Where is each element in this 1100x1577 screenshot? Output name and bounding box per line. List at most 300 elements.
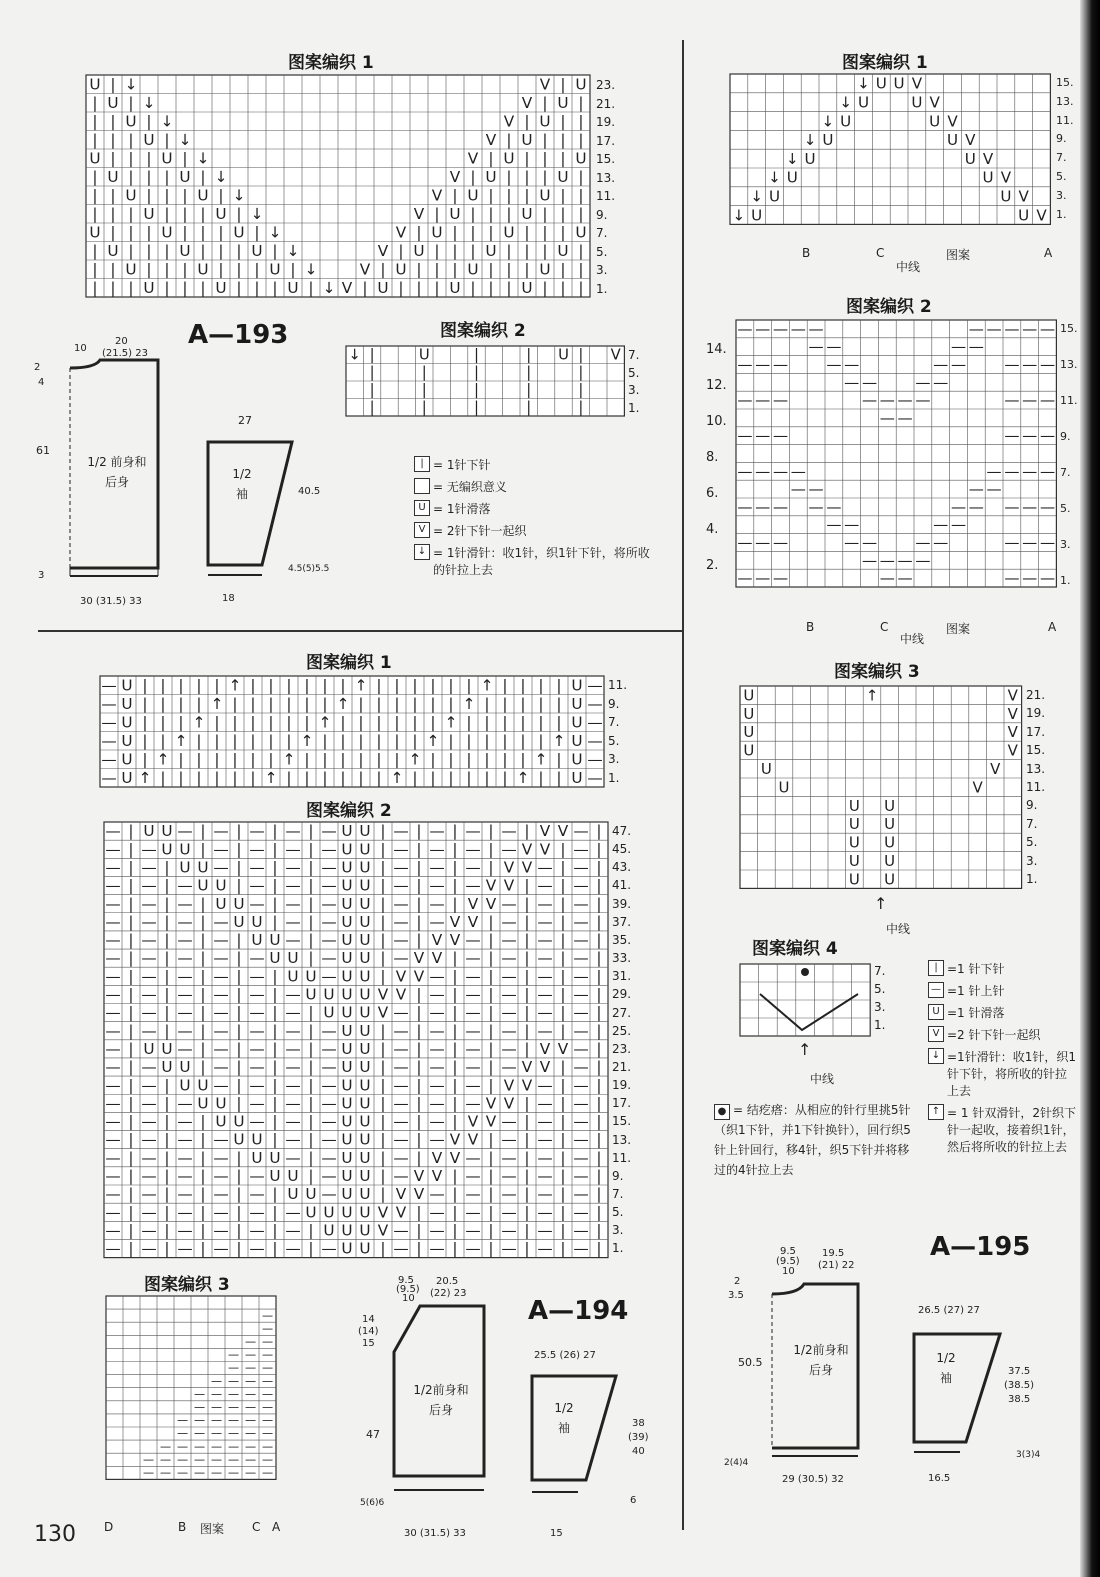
stitch-symbol: — — [826, 355, 842, 374]
stitch-symbol: V — [485, 876, 497, 895]
stitch-symbol: — — [177, 822, 193, 841]
stitch-symbol: — — [244, 1374, 257, 1388]
stitch-symbol: — — [249, 1239, 265, 1258]
stitch-symbol: U — [143, 822, 155, 841]
stitch-symbol: — — [249, 822, 265, 841]
stitch-symbol: | — [146, 241, 152, 260]
stitch-symbol: | — [416, 876, 422, 895]
stitch-symbol: U — [161, 840, 173, 859]
stitch-symbol: — — [141, 1076, 157, 1095]
stitch-symbol: U — [287, 1185, 299, 1204]
stitch-symbol: — — [285, 1112, 301, 1131]
stitch-symbol: | — [380, 912, 386, 931]
stitch-symbol: | — [416, 894, 422, 913]
stitch-symbol: — — [227, 1427, 240, 1441]
stitch-symbol: V — [413, 949, 425, 968]
stitch-symbol: | — [196, 676, 202, 695]
stitch-symbol: | — [578, 112, 584, 131]
stitch-symbol: V — [395, 985, 407, 1004]
stitch-symbol: — — [193, 1440, 206, 1454]
stitch-symbol: — — [861, 533, 878, 552]
stitch-symbol: — — [393, 822, 409, 841]
stitch-symbol: — — [465, 822, 481, 841]
stitch-symbol: — — [261, 1440, 274, 1454]
stitch-symbol: | — [308, 1021, 314, 1040]
stitch-symbol: | — [272, 1039, 278, 1058]
stitch-symbol: — — [933, 373, 949, 392]
stitch-symbol: U — [107, 241, 119, 260]
stitch-symbol: V — [485, 894, 497, 913]
stitch-symbol: — — [249, 967, 265, 986]
chart-marker: 图案 — [200, 1522, 225, 1536]
stitch-symbol: — — [393, 912, 409, 931]
stitch-symbol: | — [560, 1112, 566, 1131]
stitch-symbol: U — [743, 704, 755, 723]
stitch-symbol: | — [128, 93, 134, 112]
stitch-symbol: | — [182, 186, 188, 205]
stitch-symbol: | — [146, 223, 152, 242]
stitch-symbol: ↑ — [354, 676, 368, 695]
stitch-symbol: — — [465, 949, 481, 968]
stitch-symbol: | — [362, 278, 368, 297]
stitch-symbol: | — [164, 130, 170, 149]
stitch-symbol: U — [571, 694, 583, 713]
stitch-symbol: V — [449, 1148, 461, 1167]
stitch-symbol: | — [488, 260, 494, 279]
stitch-symbol: | — [196, 731, 202, 750]
stitch-symbol: — — [176, 1427, 189, 1441]
stitch-symbol: — — [772, 462, 789, 481]
stitch-symbol: — — [105, 1203, 121, 1222]
stitch-symbol: | — [452, 1239, 458, 1258]
stitch-symbol: — — [249, 1076, 265, 1095]
stitch-symbol: — — [429, 840, 445, 859]
stitch-symbol: — — [210, 1374, 223, 1388]
row-number: 5. — [628, 365, 640, 380]
stitch-symbol: | — [380, 260, 386, 279]
stitch-symbol: — — [393, 1094, 409, 1113]
stitch-symbol: V — [467, 1130, 479, 1149]
stitch-symbol: — — [249, 1094, 265, 1113]
stitch-symbol: — — [573, 876, 589, 895]
stitch-symbol: | — [160, 768, 166, 787]
stitch-symbol: — — [737, 391, 753, 410]
stitch-symbol: | — [308, 1039, 314, 1058]
stitch-symbol: ↑ — [192, 713, 206, 732]
legend-text: = 2针下针一起织 — [433, 524, 527, 538]
stitch-symbol: — — [141, 840, 157, 859]
stitch-symbol: — — [285, 858, 301, 877]
stitch-symbol: | — [394, 676, 400, 695]
stitch-symbol: | — [506, 260, 512, 279]
stitch-symbol: V — [449, 167, 461, 186]
stitch-symbol: | — [250, 694, 256, 713]
legend-text: =1针滑针：收1针，织1针下针，将所收的针拉上去 — [947, 1050, 1076, 1098]
legend-item — [928, 1048, 1078, 1099]
stitch-symbol: — — [537, 1167, 553, 1186]
bobble-icon: ● — [714, 1104, 730, 1120]
stitch-symbol: U — [359, 949, 371, 968]
a193-shoulder: 20 — [115, 336, 128, 347]
stitch-symbol: ↓ — [214, 167, 228, 186]
stitch-symbol: | — [578, 381, 584, 399]
stitch-symbol: — — [210, 1427, 223, 1441]
stitch-symbol: | — [470, 204, 476, 223]
stitch-symbol: | — [200, 1148, 206, 1167]
a194-sleeve-label-line2: 袖 — [557, 1421, 570, 1435]
stitch-symbol: — — [429, 985, 445, 1004]
row-number: 27. — [612, 1005, 632, 1020]
stitch-symbol: — — [321, 858, 337, 877]
stitch-symbol: — — [772, 426, 789, 445]
stitch-symbol: U — [197, 186, 209, 205]
stitch-symbol: | — [128, 949, 134, 968]
stitch-symbol: | — [560, 75, 566, 94]
stitch-symbol: ↓ — [232, 186, 246, 205]
stitch-symbol: V — [503, 1076, 515, 1095]
stitch-symbol: | — [236, 1203, 242, 1222]
stitch-symbol: | — [164, 278, 170, 297]
stitch-symbol: ↓ — [178, 130, 192, 149]
stitch-symbol: | — [146, 149, 152, 168]
stitch-symbol: | — [578, 241, 584, 260]
stitch-symbol: — — [105, 1221, 121, 1240]
stitch-symbol: V — [359, 260, 371, 279]
stitch-symbol: U — [341, 1148, 353, 1167]
stitch-symbol: U — [143, 204, 155, 223]
stitch-symbol: | — [92, 93, 98, 112]
row-number: 7. — [596, 226, 608, 240]
stitch-symbol: U — [341, 1021, 353, 1040]
stitch-symbol: U — [503, 223, 515, 242]
stitch-symbol: — — [213, 1167, 229, 1186]
stitch-symbol: | — [560, 223, 566, 242]
stitch-symbol: | — [178, 713, 184, 732]
stitch-symbol: — — [826, 497, 842, 516]
stitch-symbol: — — [101, 768, 117, 787]
stitch-symbol: | — [398, 241, 404, 260]
stitch-symbol: | — [236, 949, 242, 968]
stitch-symbol: U — [485, 241, 497, 260]
stitch-symbol: | — [484, 768, 490, 787]
stitch-symbol: | — [272, 278, 278, 297]
stitch-symbol: | — [452, 1021, 458, 1040]
stitch-symbol: — — [861, 373, 878, 392]
stitch-symbol: — — [141, 912, 157, 931]
stitch-symbol: — — [105, 967, 121, 986]
stitch-symbol: | — [128, 1003, 134, 1022]
stitch-symbol: | — [452, 1221, 458, 1240]
stitch-symbol: U — [341, 1130, 353, 1149]
stitch-symbol: U — [418, 346, 430, 364]
stitch-symbol: | — [272, 1058, 278, 1077]
stitch-symbol: — — [105, 912, 121, 931]
stitch-symbol: | — [142, 676, 148, 695]
stitch-symbol: | — [160, 694, 166, 713]
stitch-symbol: | — [236, 1167, 242, 1186]
a194-width: 30 (31.5) 33 — [404, 1528, 466, 1539]
stitch-symbol: V — [395, 1203, 407, 1222]
stitch-symbol: — — [465, 1239, 481, 1258]
stitch-symbol: ↑ — [138, 768, 152, 787]
stitch-symbol: | — [560, 894, 566, 913]
stitch-symbol: U — [848, 851, 860, 870]
stitch-symbol: | — [466, 676, 472, 695]
legend-symbol-icon: | — [414, 456, 430, 472]
stitch-symbol: | — [200, 1039, 206, 1058]
stitch-symbol: — — [213, 840, 229, 859]
stitch-symbol: | — [272, 1203, 278, 1222]
stitch-symbol: — — [261, 1427, 274, 1441]
stitch-symbol: | — [542, 223, 548, 242]
stitch-symbol: | — [524, 186, 530, 205]
stitch-symbol: — — [790, 480, 806, 499]
stitch-symbol: — — [141, 985, 157, 1004]
stitch-symbol: — — [573, 1130, 589, 1149]
stitch-symbol: — — [501, 1112, 517, 1131]
stitch-symbol: | — [524, 1203, 530, 1222]
stitch-symbol: V — [503, 876, 515, 895]
stitch-symbol: | — [200, 1203, 206, 1222]
stitch-symbol: V — [377, 241, 389, 260]
a193-body-label-line2: 后身 — [104, 475, 129, 489]
stitch-symbol: | — [322, 768, 328, 787]
stitch-symbol: — — [227, 1440, 240, 1454]
stitch-symbol: — — [321, 1021, 337, 1040]
stitch-symbol: | — [200, 912, 206, 931]
stitch-symbol: | — [272, 1076, 278, 1095]
row-number: 13. — [596, 170, 616, 185]
chart-marker: B — [178, 1520, 187, 1534]
stitch-symbol: | — [520, 676, 526, 695]
stitch-symbol: V — [1036, 206, 1047, 225]
stitch-symbol: — — [285, 985, 301, 1004]
stitch-symbol: — — [261, 1414, 274, 1428]
stitch-symbol: V — [449, 1130, 461, 1149]
stitch-symbol: | — [164, 931, 170, 950]
stitch-symbol: — — [105, 1003, 121, 1022]
stitch-symbol: | — [542, 278, 548, 297]
stitch-symbol: | — [214, 676, 220, 695]
row-number: 17. — [612, 1096, 632, 1111]
a194-neck-depth-2: (14) — [358, 1326, 379, 1337]
stitch-symbol: U — [233, 223, 245, 242]
stitch-symbol: — — [105, 840, 121, 859]
stitch-symbol: — — [285, 822, 301, 841]
stitch-symbol: V — [503, 858, 515, 877]
legend-symbol-icon: | — [928, 960, 944, 976]
stitch-symbol: | — [488, 149, 494, 168]
stitch-symbol: | — [560, 858, 566, 877]
row-number: 9. — [1056, 132, 1067, 146]
stitch-symbol: V — [431, 1148, 443, 1167]
stitch-symbol: — — [227, 1466, 240, 1480]
legend-text: = 无编织意义 — [433, 480, 507, 494]
stitch-symbol: | — [488, 1185, 494, 1204]
stitch-symbol: | — [304, 694, 310, 713]
stitch-symbol: ↓ — [839, 93, 853, 112]
stitch-symbol: | — [416, 1112, 422, 1131]
a195-sleeve-label-line2: 袖 — [939, 1371, 952, 1385]
stitch-symbol: | — [142, 731, 148, 750]
stitch-symbol: | — [578, 186, 584, 205]
stitch-symbol: — — [141, 1003, 157, 1022]
stitch-symbol: | — [416, 840, 422, 859]
legend-symbol-icon: U — [414, 500, 430, 516]
row-number: 17. — [1026, 724, 1046, 739]
row-number: 7. — [628, 348, 640, 362]
stitch-symbol: — — [213, 985, 229, 1004]
stitch-symbol: ↓ — [196, 149, 210, 168]
a195-chart3-title: 图案编织 3 — [834, 662, 920, 682]
stitch-symbol: | — [542, 204, 548, 223]
stitch-symbol: | — [200, 985, 206, 1004]
a194-sleeve-height-2: (39) — [628, 1432, 649, 1443]
stitch-symbol: | — [416, 1076, 422, 1095]
stitch-symbol: U — [215, 204, 227, 223]
row-number: 15. — [1026, 743, 1046, 758]
stitch-symbol: — — [159, 1440, 172, 1454]
stitch-symbol: — — [213, 1076, 229, 1095]
legend-item — [414, 478, 654, 495]
stitch-symbol: | — [416, 1094, 422, 1113]
stitch-symbol: U — [269, 949, 281, 968]
stitch-symbol: | — [578, 278, 584, 297]
stitch-symbol: | — [358, 731, 364, 750]
stitch-symbol: | — [340, 676, 346, 695]
stitch-symbol: | — [369, 399, 375, 417]
stitch-symbol: | — [304, 676, 310, 695]
a193-sleeve-height: 40.5 — [298, 486, 321, 497]
stitch-symbol: ↓ — [821, 112, 835, 131]
stitch-symbol: ↑ — [516, 768, 530, 787]
stitch-symbol: — — [573, 1039, 589, 1058]
stitch-symbol: U — [467, 186, 479, 205]
stitch-symbol: — — [1004, 533, 1020, 552]
stitch-symbol: | — [452, 223, 458, 242]
stitch-symbol: — — [465, 1076, 481, 1095]
a195-neck-width: 9.5 — [780, 1246, 796, 1257]
stitch-symbol: | — [308, 1167, 314, 1186]
stitch-symbol: | — [236, 1221, 242, 1240]
stitch-symbol: | — [110, 223, 116, 242]
stitch-symbol: | — [421, 381, 427, 399]
stitch-symbol: | — [164, 1021, 170, 1040]
stitch-symbol: | — [254, 223, 260, 242]
stitch-symbol: — — [1039, 462, 1056, 481]
stitch-symbol: — — [142, 1453, 155, 1467]
stitch-symbol: | — [430, 676, 436, 695]
stitch-symbol: V — [1000, 168, 1012, 187]
row-number: 7. — [608, 715, 620, 729]
row-number: 3. — [1060, 538, 1071, 551]
stitch-symbol: — — [844, 373, 860, 392]
stitch-symbol: U — [161, 1039, 173, 1058]
stitch-symbol: | — [520, 750, 526, 769]
stitch-symbol: | — [488, 822, 494, 841]
stitch-symbol: V — [377, 1221, 389, 1240]
stitch-symbol: | — [421, 399, 427, 417]
stitch-symbol: — — [587, 731, 603, 750]
stitch-symbol: | — [232, 768, 238, 787]
a195-shoulder-sub: (21) 22 — [818, 1260, 855, 1271]
stitch-symbol: | — [268, 676, 274, 695]
stitch-symbol: | — [272, 876, 278, 895]
stitch-symbol: — — [213, 858, 229, 877]
stitch-symbol: | — [308, 912, 314, 931]
stitch-symbol: | — [434, 204, 440, 223]
stitch-symbol: U — [215, 278, 227, 297]
a193-sleeve-cuff: 4.5(5)5.5 — [288, 564, 330, 574]
stitch-symbol: V — [449, 931, 461, 950]
stitch-symbol: — — [501, 931, 517, 950]
stitch-symbol: | — [380, 1076, 386, 1095]
stitch-symbol: — — [1022, 355, 1038, 374]
legend-text: = 1针下针 — [433, 458, 491, 472]
stitch-symbol: — — [1004, 391, 1020, 410]
stitch-symbol: V — [377, 1203, 389, 1222]
stitch-symbol: | — [200, 894, 206, 913]
stitch-symbol: | — [286, 676, 292, 695]
stitch-symbol: | — [502, 694, 508, 713]
stitch-symbol: — — [772, 569, 789, 588]
stitch-symbol: U — [269, 931, 281, 950]
stitch-symbol: — — [986, 480, 1002, 499]
stitch-symbol: U — [929, 112, 941, 131]
stitch-symbol: | — [308, 840, 314, 859]
stitch-symbol: | — [286, 713, 292, 732]
a195-body-label-line2: 后身 — [808, 1363, 833, 1377]
stitch-symbol: — — [101, 694, 117, 713]
legend-item — [928, 960, 1078, 977]
row-number: 25. — [612, 1023, 632, 1038]
stitch-symbol: | — [286, 694, 292, 713]
row-number: 19. — [596, 115, 616, 129]
stitch-symbol: | — [488, 1221, 494, 1240]
stitch-symbol: V — [395, 1185, 407, 1204]
stitch-symbol: | — [502, 713, 508, 732]
stitch-symbol: | — [200, 241, 206, 260]
stitch-symbol: | — [250, 750, 256, 769]
stitch-symbol: ↑ — [336, 694, 350, 713]
stitch-symbol: | — [236, 1058, 242, 1077]
stitch-symbol: — — [177, 1167, 193, 1186]
a195-body-label — [776, 1340, 866, 1380]
stitch-symbol: — — [537, 1185, 553, 1204]
stitch-symbol: — — [177, 1185, 193, 1204]
a194-sleeve-label-line1: 1/2 — [554, 1401, 574, 1415]
row-number: 13. — [1026, 761, 1046, 776]
stitch-symbol: — — [844, 533, 860, 552]
stitch-symbol: | — [380, 1130, 386, 1149]
stitch-symbol: U — [251, 241, 263, 260]
stitch-symbol: | — [196, 768, 202, 787]
stitch-symbol: | — [556, 713, 562, 732]
stitch-symbol: — — [141, 1148, 157, 1167]
stitch-symbol: U — [287, 1167, 299, 1186]
stitch-symbol: | — [182, 204, 188, 223]
stitch-symbol: | — [308, 822, 314, 841]
stitch-symbol: — — [790, 462, 806, 481]
stitch-symbol: — — [141, 949, 157, 968]
stitch-symbol: — — [1022, 533, 1038, 552]
stitch-symbol: — — [210, 1440, 223, 1454]
stitch-symbol: — — [285, 1203, 301, 1222]
stitch-symbol: — — [537, 1203, 553, 1222]
stitch-symbol: | — [232, 713, 238, 732]
stitch-symbol: | — [200, 1239, 206, 1258]
stitch-symbol: | — [488, 949, 494, 968]
